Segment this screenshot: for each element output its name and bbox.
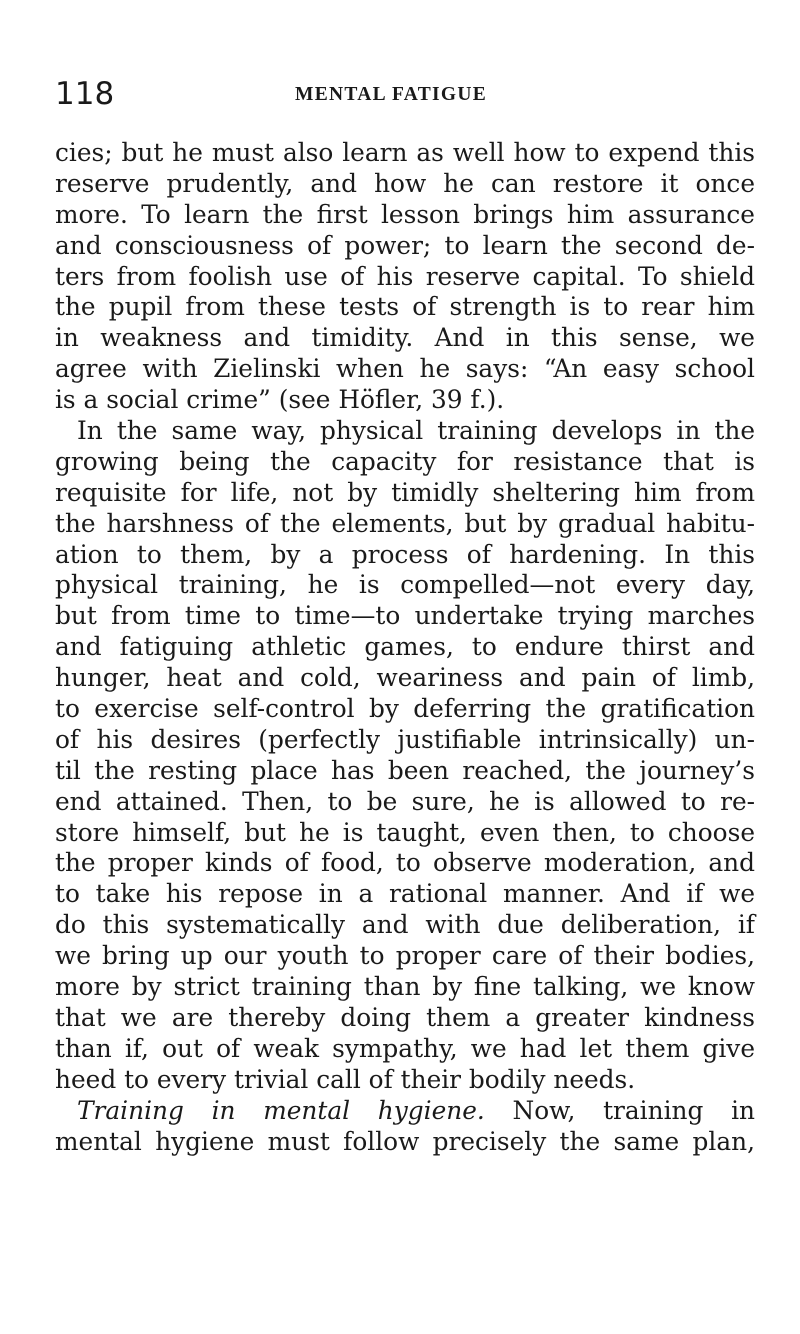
text-line: store himself, but he is taught, even then, to choose bbox=[55, 817, 755, 847]
text-line: end attained. Then, to be sure, he is allowed to re- bbox=[55, 786, 755, 816]
text-line: physical training, he is compelled—not every day, bbox=[55, 570, 755, 600]
text-line: do this systematically and with due deliberation, if bbox=[55, 910, 755, 940]
running-head: MENTAL FATIGUE bbox=[295, 84, 488, 105]
text-line: is a social crime” (see Höfler, 39 f.). bbox=[55, 385, 505, 415]
text-line: but from time to time—to undertake trying marches bbox=[55, 601, 755, 631]
text-line: reserve prudently, and how he can restore it once bbox=[55, 168, 755, 198]
text-line: than if, out of weak sympathy, we had let them give bbox=[55, 1033, 755, 1063]
text-line: more by strict training than by fine talking, we know bbox=[55, 972, 755, 1002]
text-line: growing being the capacity for resistance that is bbox=[55, 446, 755, 476]
text-line bbox=[55, 1096, 755, 1127]
section-heading-continuation: Now, training in bbox=[484, 1095, 755, 1125]
text-line: the pupil from these tests of strength is to rear him bbox=[55, 292, 755, 322]
text-line: agree with Zielinski when he says: “An easy school bbox=[55, 354, 755, 384]
text-line: to exercise self-control by deferring the gratification bbox=[55, 694, 755, 724]
text-line: of his desires (perfectly justifiable intrinsically) un- bbox=[55, 724, 755, 754]
text-line: to take his repose in a rational manner. And if we bbox=[55, 879, 755, 909]
text-line: the proper kinds of food, to observe moderation, and bbox=[55, 848, 755, 878]
text-line: ation to them, by a process of hardening. In this bbox=[55, 539, 755, 569]
text-line: and consciousness of power; to learn the second de- bbox=[55, 230, 755, 260]
text-line: cies; but he must also learn as well how to expend this bbox=[55, 138, 755, 167]
text-line: the harshness of the elements, but by gradual habitu- bbox=[55, 508, 755, 538]
text-line: more. To learn the first lesson brings him assurance bbox=[55, 199, 755, 229]
text-line: hunger, heat and cold, weariness and pain of limb, bbox=[55, 663, 755, 693]
text-line: heed to every trivial call of their bodily needs. bbox=[55, 1064, 636, 1094]
text-line: we bring up our youth to proper care of their bodies, bbox=[55, 941, 755, 971]
text-line: in weakness and timidity. And in this sense, we bbox=[55, 323, 755, 353]
text-line: requisite for life, not by timidly sheltering him from bbox=[55, 477, 755, 507]
page-header bbox=[55, 74, 755, 114]
text-line: til the resting place has been reached, the journey’s bbox=[55, 755, 755, 785]
text-line: ters from foolish use of his reserve capital. To shield bbox=[55, 261, 755, 291]
text-line: In the same way, physical training develops in the bbox=[77, 416, 755, 446]
text-line: that we are thereby doing them a greater kindness bbox=[55, 1002, 755, 1032]
section-heading: Training in mental hygiene. bbox=[77, 1095, 485, 1125]
text-line: and fatiguing athletic games, to endure thirst and bbox=[55, 632, 755, 662]
page-number: 118 bbox=[55, 76, 115, 112]
text-line: mental hygiene must follow precisely the same plan, bbox=[55, 1126, 755, 1156]
body-text bbox=[55, 138, 755, 1157]
